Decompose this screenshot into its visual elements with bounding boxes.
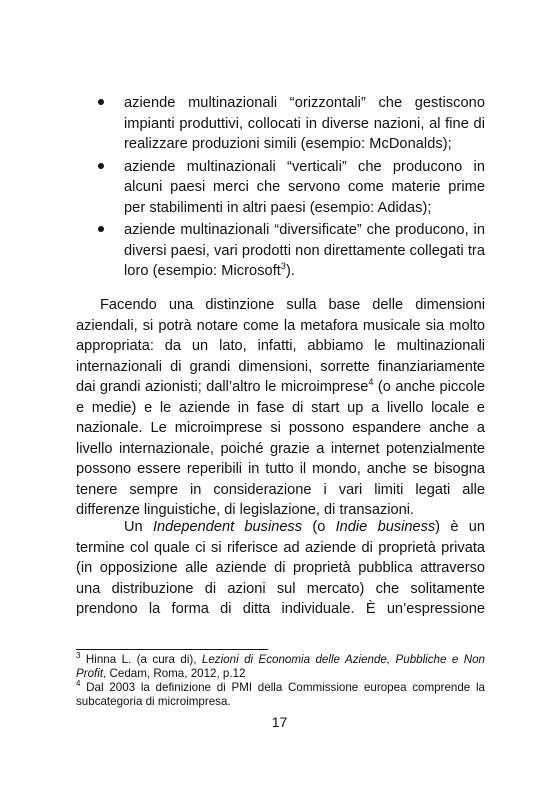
bullet-text-segment: ). — [285, 263, 295, 279]
paragraph-text: Un — [124, 519, 153, 535]
bullet-text: aziende multinazionali “orizzontali” che gestiscono impianti produttivi, collocati in diverse nazioni, al fine di realizzare produzioni simili (esempio: McDonalds); — [124, 95, 485, 152]
bullet-list — [96, 93, 485, 284]
footnote-4 — [76, 681, 485, 709]
bullet-icon — [98, 163, 104, 169]
paragraph-text: (o — [302, 519, 336, 535]
footnote-text: , Cedam, Roma, 2012, p.12 — [103, 667, 246, 680]
footnote-text: Dal 2003 la definizione di PMI della Commissione europea comprende la subcategoria di microimpresa. — [76, 681, 485, 708]
footnote-separator — [76, 649, 268, 650]
paragraph-text: ) è un termine col quale ci si riferisce ad aziende di proprietà privata (in opposizione alle aziende di proprietà pubblica attraverso una distribuzione di azioni sul mercato) che solitamente prendono la forma di ditta individuale. È un’espressione — [76, 519, 485, 617]
footnote-3 — [76, 653, 485, 681]
list-item — [96, 157, 485, 219]
footnote-title: Lezioni di Economia delle Aziende, Pubbliche e Non Profit — [76, 653, 485, 680]
bullet-text — [124, 220, 485, 282]
bullet-text: aziende multinazionali “verticali” che producono in alcuni paesi merci che servono come materie prime per stabilimenti in altri paesi (esempio: Adidas); — [124, 158, 485, 216]
list-item — [96, 93, 485, 155]
bullet-icon — [98, 226, 104, 232]
paragraph-dimensions — [76, 295, 485, 521]
paragraph-text: Facendo una distinzione sulla base delle dimensioni aziendali, si potrà notare come la metafora musicale sia molto appropriata: da un lato, infatti, abbiamo le multinazionali internazionali di grandi dimensioni, sorrette finanziariamente dai grandi azionisti; dall’altro le microimprese — [76, 297, 485, 395]
bullet-text-segment: aziende multinazionali “diversificate” che producono, in diversi paesi, vari prodotti non direttamente collegati tra loro (esempio: Microsoft — [124, 222, 485, 279]
italic-term: Indie business — [335, 519, 436, 535]
footnote-ref-4[interactable]: 4 — [368, 377, 374, 388]
footnote-number: 3 — [76, 651, 81, 661]
page-number: 17 — [271, 714, 288, 730]
paragraph-independent-business — [76, 517, 485, 620]
paragraph-text: (o anche piccole e medie) e le aziende in fase di start up a livello locale e nazionale. Le microimprese si possono espandere anche a livello internazionale, poiché grazie a internet potenzialmente possono essere reperibili in tutto il mondo, anche se bisogna tenere sempre in considerazione i vari limiti legati alle differenze linguistiche, di legislazione, di transazioni. — [76, 379, 485, 518]
footnote-text: Hinna L. (a cura di), — [80, 653, 202, 666]
list-item — [96, 220, 485, 282]
footnote-ref-3[interactable]: 3 — [280, 261, 286, 272]
italic-term: Independent business — [152, 519, 303, 535]
footnotes — [76, 653, 485, 709]
footnote-number: 4 — [76, 679, 81, 689]
bullet-icon — [98, 99, 104, 105]
